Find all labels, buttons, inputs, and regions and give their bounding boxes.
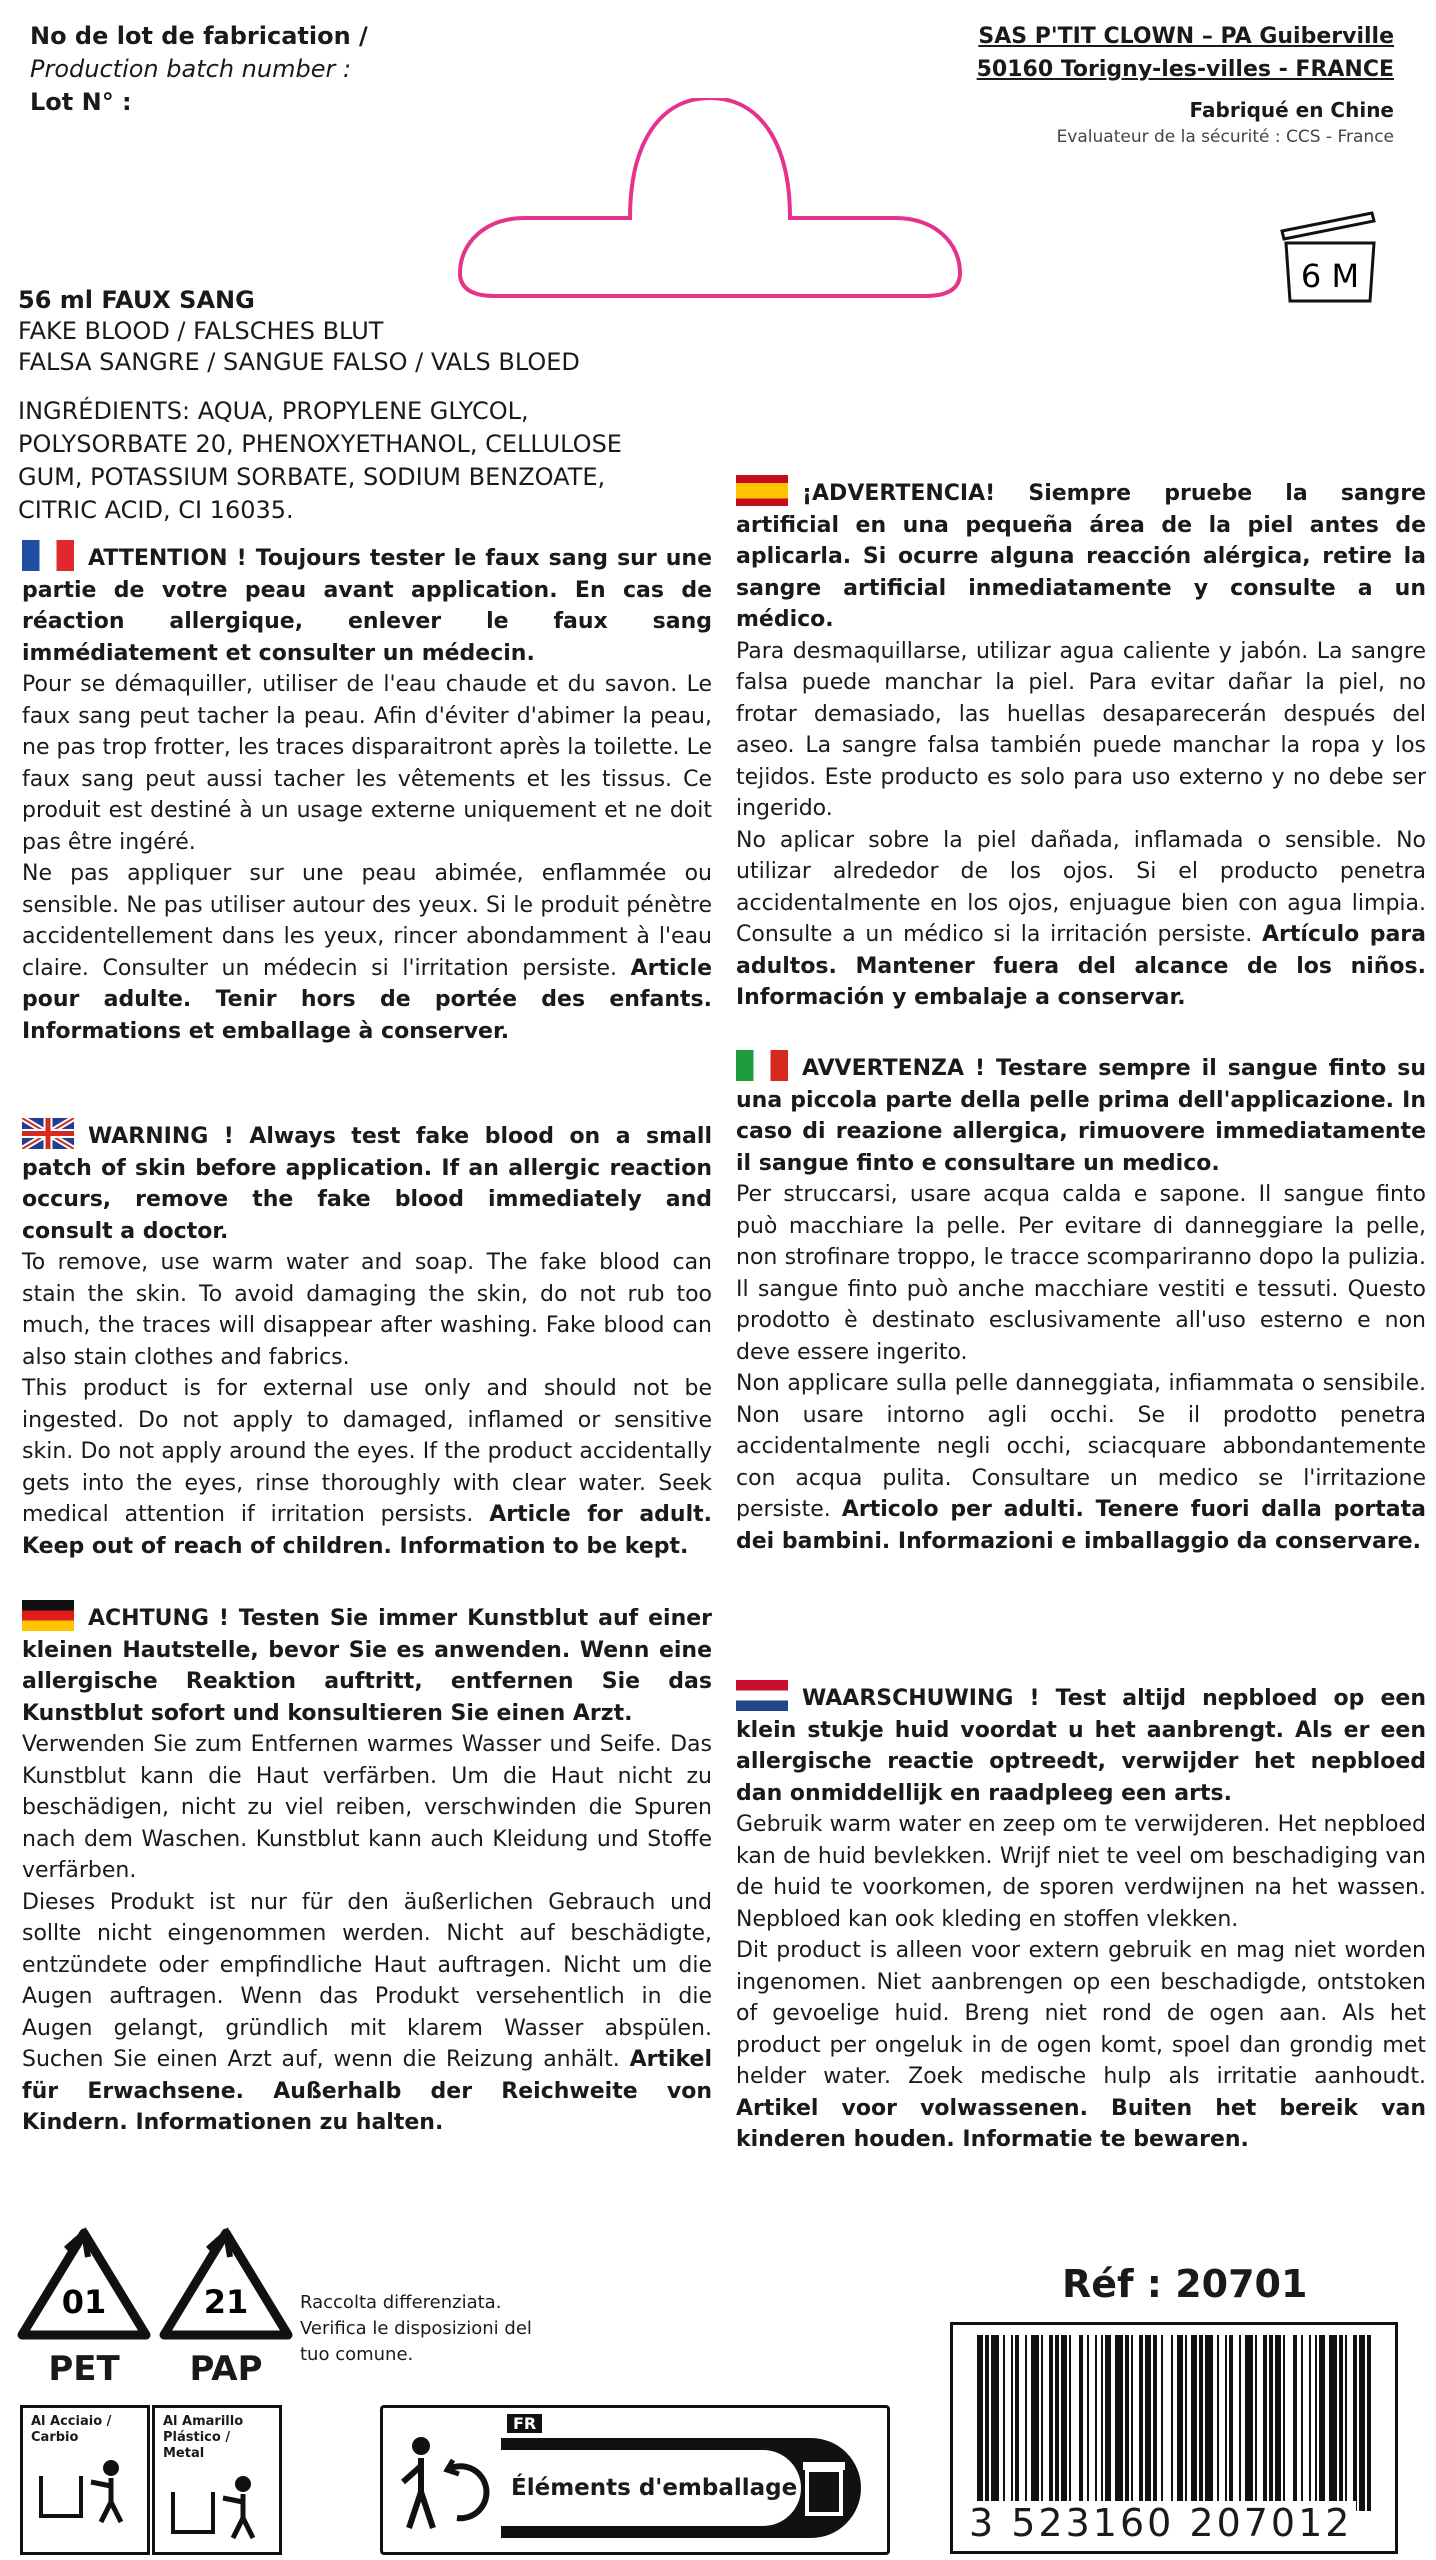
barcode-bar	[1105, 2335, 1111, 2511]
product-names-line1: FAKE BLOOD / FALSCHES BLUT	[18, 317, 384, 345]
barcode-bar	[1269, 2335, 1273, 2511]
warning-de-body2: Dieses Produkt ist nur für den äußerlichen Gebrauch und sollte nicht eingenommen werden. Nicht auf beschädigte, entzündete oder empfindliche Haut auftragen. Nicht um die Augen auftragen. Wenn das Produkt versehentlich in die Augen gelangt, gründlich mit klarem Wasser abspülen. Suchen Sie einen Arzt auf, wenn die Reizung anhält.	[22, 1889, 712, 2072]
warning-it-body2: Non applicare sulla pelle danneggiata, infiammata o sensibile. Non usare intorno agli occhi. Se il prodotto penetra accidentalmente negli occhi, sciacquare abbondantemente con acqua pulita. Consultare un medico se l'irritazione persiste.	[736, 1371, 1426, 1522]
warning-fr-body1: Pour se démaquiller, utiliser de l'eau chaude et du savon. Le faux sang peut tacher la peau. Afin d'éviter d'abimer la peau, ne pas trop frotter, les traces disparaitront après la toilette. Le faux sang peut aussi tacher les vêtements et les tissus. Ce produit est destiné à un usage externe uniquement et ne doit pas être ingéré.	[22, 672, 712, 855]
recycle-pap	[156, 2225, 296, 2389]
sorting-box-2	[152, 2405, 282, 2555]
barcode-bar	[1153, 2335, 1157, 2511]
triman-country: FR	[507, 2414, 542, 2433]
barcode-bar	[1229, 2335, 1233, 2511]
barcode-bar	[1131, 2335, 1133, 2511]
barcode-bar	[1345, 2335, 1347, 2511]
triman-icon	[397, 2430, 493, 2534]
info-tri-pill	[501, 2438, 861, 2538]
sorting-box-2-text: Al Amarillo Plástico / Metal	[163, 2414, 244, 2461]
warning-nl-body2: Dit product is alleen voor extern gebruik en mag niet worden ingenomen. Niet aanbrengen op een beschadigde, ontstoken of gevoelige huid. Breng niet rond de ogen aan. Als het product per ongeluk in de ogen komt, spoel dan grondig met helder water. Zoek medische hulp als irritatie aanhoudt.	[736, 1938, 1426, 2089]
safety-evaluator: Evaluateur de la sécurité : CCS - France	[1056, 127, 1394, 147]
barcode-bar	[977, 2335, 983, 2511]
barcode-bar	[1353, 2335, 1357, 2511]
company-address: 50160 Torigny-les-villes - FRANCE	[976, 57, 1394, 82]
barcode-bar	[1171, 2335, 1173, 2511]
barcode-bar	[1315, 2335, 1317, 2511]
warning-nl-head: WAARSCHUWING ! Test altijd nepbloed op een klein stukje huid voordat u het aanbrengt. Als er een allergische reactie optreedt, verwijder het nepbloed dan onmiddellijk en raadpleeg een arts.	[736, 1686, 1426, 1806]
warning-fr	[22, 540, 712, 1047]
warning-en	[22, 1118, 712, 1562]
sorting-box-1	[20, 2405, 150, 2555]
barcode-bar	[1245, 2335, 1253, 2511]
reference-number: Réf : 20701	[1062, 2262, 1308, 2306]
barcode-bar	[1239, 2335, 1241, 2511]
barcode-bar	[1079, 2335, 1083, 2511]
warning-de-body1: Verwenden Sie zum Entfernen warmes Wasser und Seife. Das Kunstblut kann die Haut verfärben. Um die Haut nicht zu beschädigen, nicht zu viel reiben, verschwinden die Spuren nach dem Waschen. Kunstblut kann auch Kleidung und Stoffe verfärben.	[22, 1732, 712, 1883]
barcode-bar	[1255, 2335, 1257, 2511]
triman-text: Éléments d'emballage	[511, 2475, 798, 2501]
recycle-pet-label: PET	[48, 2349, 120, 2389]
warning-it	[736, 1050, 1426, 1557]
barcode-bar	[1115, 2335, 1123, 2511]
barcode-bar	[1359, 2335, 1365, 2511]
barcode-bar	[1061, 2335, 1067, 2511]
barcode-bar	[1003, 2335, 1005, 2511]
germany-flag-icon	[22, 1600, 74, 1631]
recycle-pet-number: 01	[61, 2283, 107, 2321]
barcode-bar	[1041, 2335, 1043, 2511]
collection-note: Raccolta differenziata. Verifica le disposizioni del tuo comune.	[300, 2292, 532, 2365]
france-flag-icon	[22, 540, 74, 571]
barcode-bar	[1301, 2335, 1303, 2511]
product-names-line2: FALSA SANGRE / SANGUE FALSO / VALS BLOED	[18, 348, 580, 376]
italy-flag-icon	[736, 1050, 788, 1081]
warning-es-tail: Artículo para adultos. Mantener fuera del alcance de los niños. Información y embalaje a conservar.	[736, 922, 1426, 1010]
spain-flag-icon	[736, 475, 788, 506]
sorting-person-icon	[31, 2446, 141, 2526]
warning-es-body2: No aplicar sobre la piel dañada, inflamada o sensible. No utilizar alrededor de los ojos. Si el producto penetra accidentalmente en los ojos, enjuague bien con agua limpia. Consulte a un médico si la irritación persiste.	[736, 827, 1426, 947]
barcode-bar	[1069, 2335, 1071, 2511]
barcode-bar	[1263, 2335, 1267, 2511]
barcode-bar	[1191, 2335, 1197, 2511]
recycle-triangle-icon	[14, 2225, 154, 2345]
pao-label: 6 M	[1300, 257, 1360, 295]
barcode-bar	[1125, 2335, 1129, 2511]
warning-de	[22, 1600, 712, 2139]
sorting-box-1-text: Al Acciaio / Carbio	[31, 2414, 112, 2445]
netherlands-flag-icon	[736, 1680, 788, 1711]
barcode-bar	[1015, 2335, 1019, 2511]
barcode-bar	[1319, 2335, 1325, 2511]
warning-it-tail: Articolo per adulti. Tenere fuori dalla portata dei bambini. Informazioni e imballaggio da conservare.	[736, 1497, 1426, 1554]
warning-it-head: AVVERTENZA ! Testare sempre il sangue finto su una piccola parte della pelle prima dell'applicazione. In caso di reazione allergica, rimuovere immediatamente il sangue finto e consultare un medico.	[736, 1056, 1426, 1176]
warning-es-head: ¡ADVERTENCIA! Siempre pruebe la sangre artificial en una pequeña área de la piel antes de aplicarla. Si ocurre alguna reacción alérgica, retire la sangre artificial inmediatamente y consulte a un médico.	[736, 481, 1426, 632]
warning-de-tail: Artikel für Erwachsene. Außerhalb der Reichweite von Kindern. Informationen zu halten.	[22, 2047, 713, 2135]
barcode-bar	[1145, 2335, 1151, 2511]
recycle-triangle-icon	[156, 2225, 296, 2345]
warning-es	[736, 475, 1426, 1014]
warning-it-body1: Per struccarsi, usare acqua calda e sapone. Il sangue finto può macchiare la pelle. Per evitare di danneggiare la pelle, non strofinare troppo, le tracce scompariranno dopo la pulizia. Il sangue finto può anche macchiare vestiti e tessuti. Questo prodotto è destinato esclusivamente all'uso esterno e non deve essere ingerito.	[736, 1182, 1426, 1365]
barcode-bar	[1161, 2335, 1163, 2511]
barcode-bar	[1329, 2335, 1337, 2511]
barcode-bar	[1283, 2335, 1285, 2511]
warning-nl-body1: Gebruik warm water en zeep om te verwijderen. Het nepbloed kan de huid bevlekken. Wrijf niet te veel om beschadiging van de huid te voorkomen, de sporen verdwijnen na het wassen. Nepbloed kan ook kleding en stoffen vlekken.	[736, 1812, 1426, 1932]
barcode-bar	[1095, 2335, 1097, 2511]
barcode-bar	[1185, 2335, 1187, 2511]
barcode-bar	[1177, 2335, 1183, 2511]
barcode-bar	[1199, 2335, 1203, 2511]
warning-nl-tail: Artikel voor volwassenen. Buiten het bereik van kinderen houden. Informatie te bewaren.	[736, 2095, 1426, 2152]
sorting-person-icon	[163, 2462, 273, 2542]
barcode-bar	[991, 2335, 999, 2511]
barcode-bar	[1217, 2335, 1219, 2511]
barcode	[950, 2322, 1398, 2554]
warning-en-body2: This product is for external use only and should not be ingested. Do not apply to damaged, inflamed or sensitive skin. Do not apply around the eyes. If the product accidentally gets into the eyes, rinse thoroughly with clear water. Seek medical attention if irritation persists.	[22, 1376, 712, 1527]
barcode-bar	[1293, 2335, 1297, 2511]
recycle-pet	[14, 2225, 154, 2389]
barcode-bar	[1055, 2335, 1059, 2511]
hang-hole-outline	[455, 98, 965, 298]
company-name: SAS P'TIT CLOWN – PA Guiberville	[978, 24, 1394, 49]
recycle-pap-label: PAP	[189, 2349, 263, 2389]
made-in: Fabriqué en Chine	[1189, 98, 1394, 122]
triman-logo-block	[380, 2405, 890, 2555]
batch-label-fr: No de lot de fabrication /	[30, 22, 368, 50]
warning-en-tail: Article for adult. Keep out of reach of children. Information to be kept.	[22, 1502, 712, 1559]
warning-en-body1: To remove, use warm water and soap. The fake blood can stain the skin. To avoid damaging the skin, do not rub too much, the traces will disappear after washing. Fake blood can also stain clothes and fabrics.	[22, 1250, 712, 1370]
barcode-bar	[1205, 2335, 1213, 2511]
barcode-bar	[1339, 2335, 1343, 2511]
barcode-bar	[1049, 2335, 1053, 2511]
batch-label-en: Production batch number :	[30, 55, 352, 83]
barcode-bar	[1087, 2335, 1089, 2511]
warning-fr-head: ATTENTION ! Toujours tester le faux sang sur une partie de votre peau avant application. En cas de réaction allergique, enlever le faux sang immédiatement et consulter un médecin.	[22, 546, 712, 666]
lot-label: Lot N° :	[30, 88, 132, 116]
batch-number-block	[30, 20, 368, 119]
barcode-bar	[1225, 2335, 1227, 2511]
bin-icon	[801, 2458, 847, 2518]
barcode-bar	[1025, 2335, 1027, 2511]
pao-jar-icon	[1276, 205, 1386, 305]
warning-es-body1: Para desmaquillarse, utilizar agua caliente y jabón. La sangre falsa puede manchar la piel. Para evitar dañar la piel, no frotar demasiado, las huellas desaparecerán después del aseo. La sangre falsa también puede manchar la ropa y los tejidos. Este producto es solo para uso externo y no debe ser ingerido.	[736, 638, 1426, 821]
warning-fr-body2: Ne pas appliquer sur une peau abimée, enflammée ou sensible. Ne pas utiliser autour des yeux. Si le produit pénètre accidentellement dans les yeux, rincer abondamment à l'eau claire. Consulter un médecin si l'irritation persiste.	[22, 861, 712, 981]
barcode-bar	[1309, 2335, 1311, 2511]
recycle-pap-number: 21	[203, 2283, 249, 2321]
warning-en-head: WARNING ! Always test fake blood on a small patch of skin before application. If an allergic reaction occurs, remove the fake blood immediately and consult a doctor.	[22, 1124, 712, 1244]
barcode-bar	[985, 2335, 989, 2511]
ingredients: INGRÉDIENTS: AQUA, PROPYLENE GLYCOL, POLYSORBATE 20, PHENOXYETHANOL, CELLULOSE GUM, POTASSIUM SORBATE, SODIUM BENZOATE, CITRIC ACID, CI 16035.	[18, 397, 622, 524]
warning-de-head: ACHTUNG ! Testen Sie immer Kunstblut auf einer kleinen Hautstelle, bevor Sie es anwenden. Wenn eine allergische Reaktion auftritt, entfernen Sie das Kunstblut sofort und konsultieren Sie einen Arzt.	[22, 1606, 712, 1726]
product-title: 56 ml FAUX SANG	[18, 286, 255, 314]
barcode-bar	[1011, 2335, 1013, 2511]
warning-nl	[736, 1680, 1426, 2156]
product-names	[18, 285, 658, 378]
barcode-bar	[1367, 2335, 1371, 2511]
barcode-bar	[1139, 2335, 1143, 2511]
barcode-bar	[1101, 2335, 1103, 2511]
barcode-bar	[1031, 2335, 1039, 2511]
barcode-number: 3 523160 207012	[965, 2501, 1356, 2545]
barcode-bar	[1275, 2335, 1281, 2511]
warning-fr-tail: Article pour adulte. Tenir hors de portée des enfants. Informations et emballage à conserver.	[22, 955, 712, 1044]
uk-flag-icon	[22, 1118, 74, 1149]
